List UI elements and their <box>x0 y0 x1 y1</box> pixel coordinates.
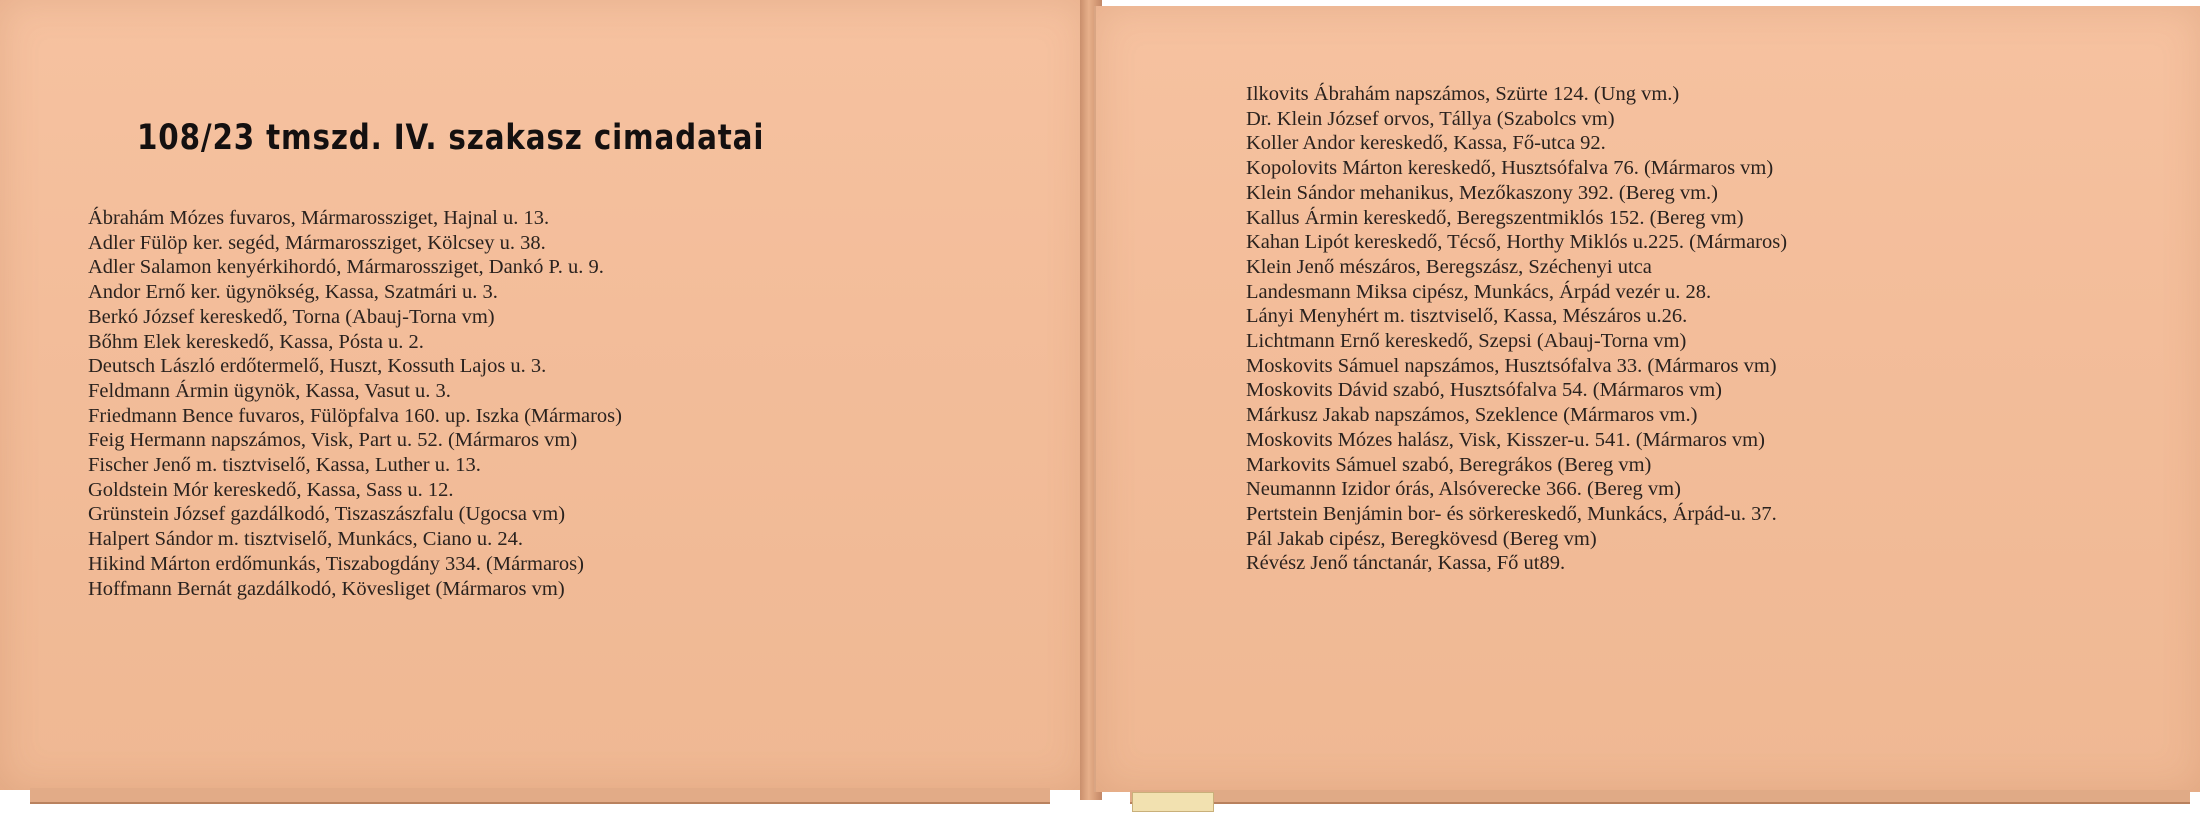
list-item: Grünstein József gazdálkodó, Tiszaszászfalu (Ugocsa vm) <box>88 503 566 526</box>
left-entry-list <box>88 206 622 601</box>
list-item: Andor Ernő ker. ügynökség, Kassa, Szatmári u. 3. <box>88 281 498 304</box>
right-entry-list <box>1246 82 1787 576</box>
list-item: Pál Jakab cipész, Beregkövesd (Bereg vm) <box>1246 527 1597 550</box>
list-item: Neumannn Izidor órás, Alsóverecke 366. (Bereg vm) <box>1246 478 1681 501</box>
list-item: Pertstein Benjámin bor- és sörkereskedő, Munkács, Árpád-u. 37. <box>1246 502 1777 525</box>
list-item: Márkusz Jakab napszámos, Szeklence (Mármaros vm.) <box>1246 404 1698 427</box>
list-item: Moskovits Dávid szabó, Husztsófalva 54. (Mármaros vm) <box>1246 379 1722 402</box>
list-item: Friedmann Bence fuvaros, Fülöpfalva 160. up. Iszka (Mármaros) <box>88 404 622 427</box>
list-item: Dr. Klein József orvos, Tállya (Szabolcs vm) <box>1246 107 1615 130</box>
list-item: Berkó József kereskedő, Torna (Abauj-Torna vm) <box>88 305 495 328</box>
list-item: Kallus Ármin kereskedő, Beregszentmiklós 152. (Bereg vm) <box>1246 206 1744 229</box>
list-item: Koller Andor kereskedő, Kassa, Fő-utca 92. <box>1246 132 1606 155</box>
list-item: Adler Salamon kenyérkihordó, Mármarossziget, Dankó P. u. 9. <box>88 256 604 279</box>
list-item: Ilkovits Ábrahám napszámos, Szürte 124. (Ung vm.) <box>1246 83 1680 105</box>
list-item: Klein Jenő mészáros, Beregszász, Széchenyi utca <box>1246 255 1652 278</box>
list-item: Fischer Jenő m. tisztviselő, Kassa, Luther u. 13. <box>88 454 481 477</box>
list-item: Landesmann Miksa cipész, Munkács, Árpád vezér u. 28. <box>1246 280 1712 303</box>
list-item: Lányi Menyhért m. tisztviselő, Kassa, Mészáros u.26. <box>1246 305 1688 328</box>
left-page-bottom-edge <box>30 788 1050 804</box>
list-item: Hikind Márton erdőmunkás, Tiszabogdány 334. (Mármaros) <box>88 552 584 575</box>
list-item: Goldstein Mór kereskedő, Kassa, Sass u. 12. <box>88 478 454 501</box>
list-item: Moskovits Mózes halász, Visk, Kisszer-u. 541. (Mármaros vm) <box>1246 428 1765 451</box>
list-item: Révész Jenő tánctanár, Kassa, Fő ut89. <box>1246 552 1566 575</box>
list-item: Feig Hermann napszámos, Visk, Part u. 52. (Mármaros vm) <box>88 429 578 452</box>
list-item: Moskovits Sámuel napszámos, Husztsófalva 33. (Mármaros vm) <box>1246 354 1777 377</box>
paper-tab <box>1132 792 1214 812</box>
list-item: Lichtmann Ernő kereskedő, Szepsi (Abauj-Torna vm) <box>1246 330 1687 353</box>
right-page-bottom-edge <box>1130 790 2190 804</box>
list-item: Kopolovits Márton kereskedő, Husztsófalva 76. (Mármaros vm) <box>1246 157 1774 180</box>
list-item: Bőhm Elek kereskedő, Kassa, Pósta u. 2. <box>88 330 424 353</box>
left-page <box>0 0 1088 790</box>
list-item: Klein Sándor mehanikus, Mezőkaszony 392. (Bereg vm.) <box>1246 181 1718 204</box>
list-item: Markovits Sámuel szabó, Beregrákos (Bereg vm) <box>1246 453 1652 476</box>
page-heading: 108/23 tmszd. IV. szakasz cimadatai <box>137 118 765 158</box>
list-item: Feldmann Ármin ügynök, Kassa, Vasut u. 3. <box>88 379 451 402</box>
list-item: Halpert Sándor m. tisztviselő, Munkács, Ciano u. 24. <box>88 528 523 551</box>
list-item: Kahan Lipót kereskedő, Técső, Horthy Miklós u.225. (Mármaros) <box>1246 231 1788 254</box>
list-item: Adler Fülöp ker. segéd, Mármarossziget, Kölcsey u. 38. <box>88 231 546 254</box>
list-item: Deutsch László erdőtermelő, Huszt, Kossuth Lajos u. 3. <box>88 355 547 378</box>
list-item: Hoffmann Bernát gazdálkodó, Kövesliget (Mármaros vm) <box>88 577 565 600</box>
list-item: Ábrahám Mózes fuvaros, Mármarossziget, Hajnal u. 13. <box>88 207 550 229</box>
